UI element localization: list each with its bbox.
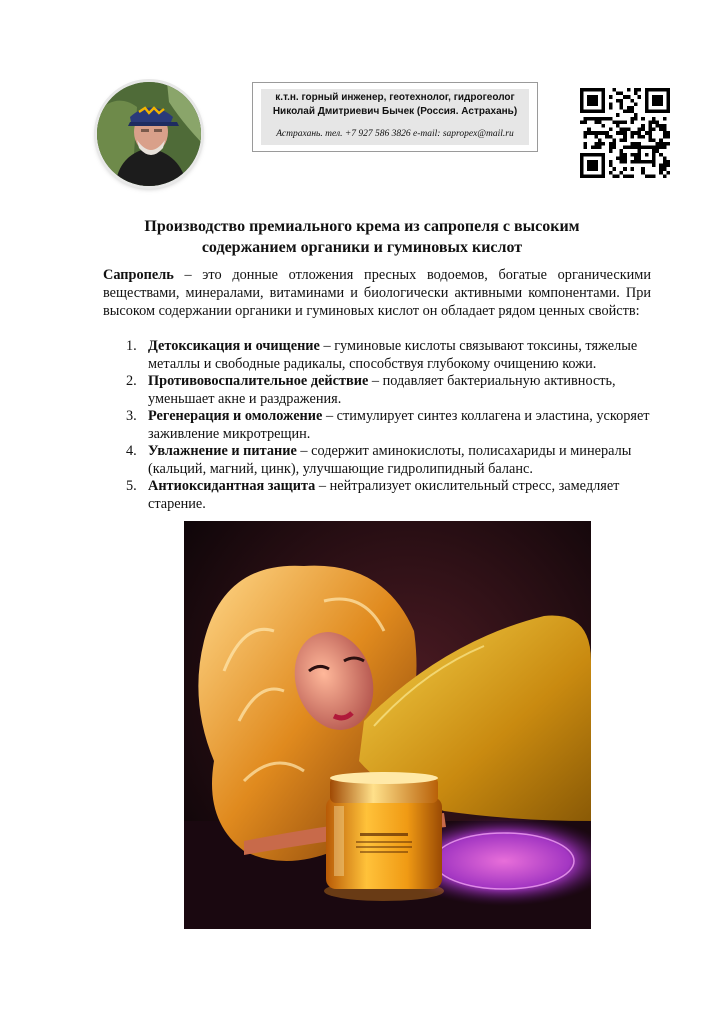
author-portrait: [97, 82, 201, 186]
properties-list: [116, 338, 656, 513]
author-contacts: Астрахань. тел. +7 927 586 3826 e-mail: sapropex@mail.ru: [276, 129, 514, 139]
list-item-number: 3.: [126, 408, 137, 424]
list-item-text: – содержит аминокислоты, полисахариды и минералы (кальций, магний, цинк), улучшающие гидролипидный баланс.: [148, 443, 632, 477]
author-credentials: к.т.н. горный инженер, геотехнолог, гидрогеолог: [275, 92, 515, 103]
list-item-text: – стимулирует синтез коллагена и эластина, ускоряет заживление микротрещин.: [148, 408, 650, 442]
list-item: [116, 338, 656, 373]
list-item-number: 1.: [126, 338, 137, 354]
title-line-2: содержанием органики и гуминовых кислот: [201, 239, 523, 256]
author-name: Николай Дмитриевич Бычек (Россия. Астрахань): [272, 106, 518, 117]
list-item-number: 2.: [126, 373, 137, 389]
list-item-term: Регенерация и омоложение: [148, 408, 323, 424]
list-item-term: Антиоксидантная защита: [148, 478, 316, 494]
author-info-panel: [261, 89, 529, 145]
cream-jar-illustration: [184, 521, 591, 929]
title-line-1: Производство премиального крема из сапропеля с высоким: [144, 218, 580, 235]
intro-paragraph: [103, 266, 651, 320]
list-item: [116, 408, 656, 443]
list-item-term: Детоксикация и очищение: [148, 338, 320, 354]
author-info-card: [252, 82, 538, 152]
intro-term: Сапропель: [103, 267, 174, 283]
page-title: [100, 216, 624, 258]
list-item-term: Увлажнение и питание: [148, 443, 297, 459]
list-item: [116, 443, 656, 478]
list-item-text: – подавляет бактериальную активность, уменьшает акне и раздражения.: [148, 373, 616, 407]
author-avatar: [97, 82, 201, 186]
list-item: [116, 478, 656, 513]
list-item-number: 4.: [126, 443, 137, 459]
list-item-number: 5.: [126, 478, 137, 494]
list-item-text: – гуминовые кислоты связывают токсины, тяжелые металлы и свободные радикалы, способствуя глубокому очищению кожи.: [148, 338, 638, 372]
qr-code-graphic: [580, 88, 670, 178]
list-item-text: – нейтрализует окислительный стресс, замедляет старение.: [148, 478, 620, 512]
product-photo: [184, 521, 591, 929]
qr-code: [580, 88, 670, 178]
list-item-term: Противовоспалительное действие: [148, 373, 369, 389]
list-item: [116, 373, 656, 408]
intro-text: – это донные отложения пресных водоемов, богатые органическими веществами, минералами, витаминами и биологически активными компонентами. При высоком содержании органики и гуминовых кислот он обладает рядом ценных свойств:: [103, 267, 651, 319]
